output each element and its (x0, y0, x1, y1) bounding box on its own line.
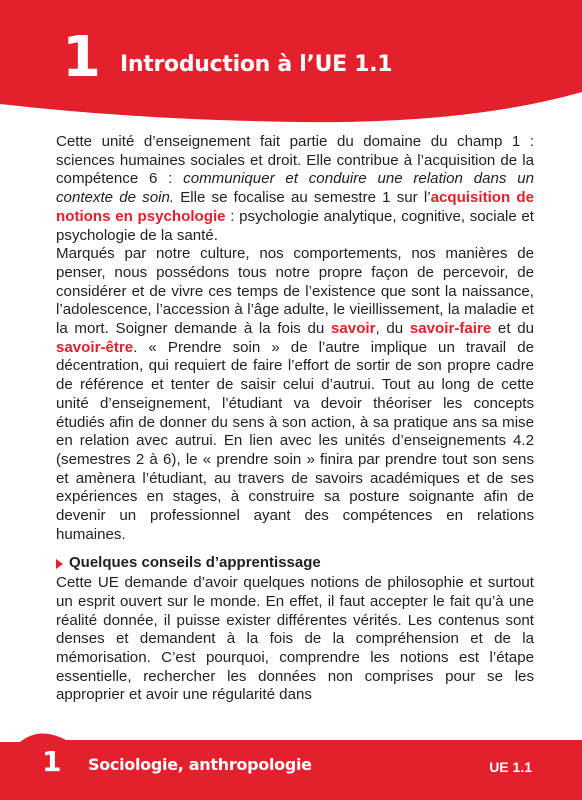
paragraph-care (56, 245, 534, 544)
highlight-text: acquisition de notions en psychologie (56, 189, 535, 225)
text: et du (491, 320, 535, 338)
triangle-bullet-icon (56, 559, 63, 569)
footer-chapter-number: 1 (42, 745, 62, 778)
section-heading-label: Quelques conseils d’apprentissage (69, 554, 321, 572)
section-heading (56, 554, 534, 573)
footer-title: Sociologie, anthropologie (88, 755, 312, 774)
text: : psychologie analytique, cognitive, sociale et psychologie de la santé. (56, 207, 535, 244)
highlight-savoir-faire: savoir-faire (409, 320, 492, 338)
paragraph-advice: Cette UE demande d’avoir quelques notions de philosophie et surtout un esprit ouvert sur le monde. En effet, il faut accepter le fait qu’à une réalité donnée, il puisse exister différentes vérités. Les contenus sont denses et demandent à la fois de la compréhension et de la mémorisation. C’est pourquoi, comprendre les notions est l’étape essentielle, rechercher les données non comprises pour se les approprier et avoir une régularité dans (56, 574, 534, 704)
paragraph-intro (56, 133, 534, 245)
body-content (56, 133, 534, 705)
chapter-number: 1 (62, 25, 101, 90)
chapter-title: Introduction à l’UE 1.1 (120, 52, 393, 77)
highlight-savoir: savoir (331, 320, 376, 338)
highlight-savoir-etre: savoir-être (56, 338, 134, 356)
footer-ue-label: UE 1.1 (489, 759, 532, 775)
italic-text: communiquer et conduire une relation dans un contexte de soin. (56, 170, 534, 207)
text: Cette unité d’enseignement fait partie du domaine du champ 1 : sciences humaines sociales et droit. Elle contribue à l’acquisition de la compétence 6 : (56, 133, 534, 188)
text: , du (375, 320, 410, 338)
text: Marqués par notre culture, nos comportements, nos manières de penser, nous possédons tous notre propre façon de percevoir, de considérer et de vivre ces temps de l’existence que sont la naissance, l’adolescence, l’accession à l’âge adulte, le vieillissement, la maladie et la mort. Soigner demande à la fois du (56, 245, 534, 338)
text: . « Prendre soin » de l’autre implique un travail de décentration, qui requiert de faire l’effort de sortir de son propre cadre de référence et tenter de saisir celui d’autrui. Tout au long de cette unité d’enseignement, l’étudiant va devoir théoriser les concepts étudiés afin de donner du sens à son action, à sa pratique ans sa mise en relation avec autrui. En lien avec les unités d’enseignements 4.2 (semestres 2 à 6), le « prendre soin » finira par prendre tout son sens et amènera l’étudiant, au travers de savoirs académiques et de ses expériences en stages, à construire sa posture soignante afin de devenir un professionnel ayant des compétences en relations humaines. (56, 338, 534, 543)
text: Elle se focalise au semestre 1 sur l’ (174, 189, 431, 207)
